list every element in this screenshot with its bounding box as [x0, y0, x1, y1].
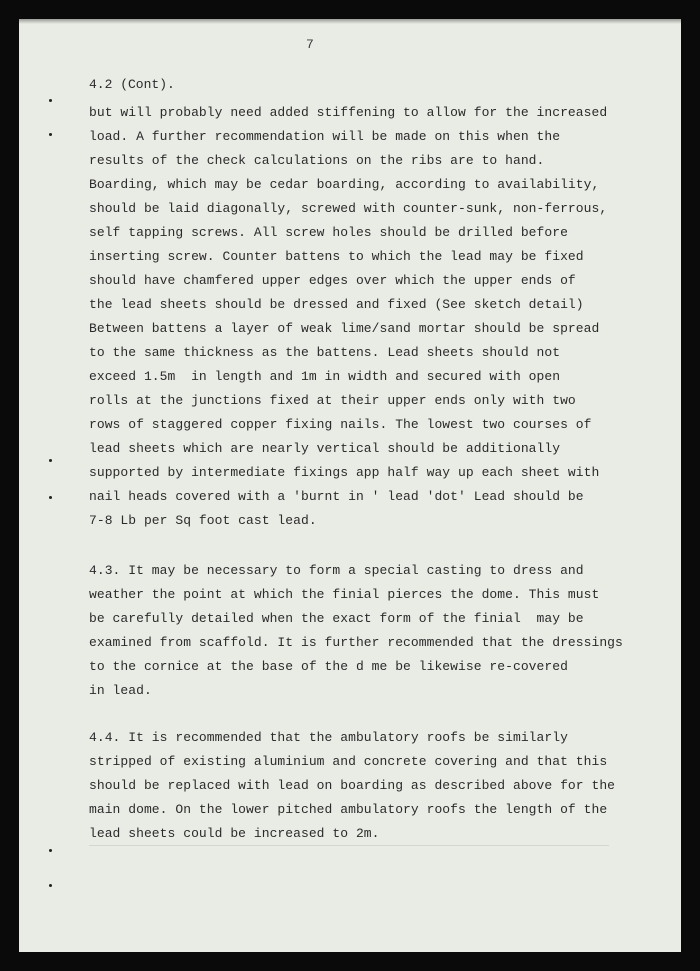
text-line: stripped of existing aluminium and concrete covering and that this	[89, 754, 608, 769]
faint-rule	[89, 845, 609, 846]
paragraph-4-3	[89, 559, 623, 703]
text-line: rolls at the junctions fixed at their upper ends only with two	[89, 393, 576, 408]
text-line: 4.3. It may be necessary to form a special casting to dress and	[89, 563, 584, 578]
document-page	[19, 19, 681, 952]
text-line: main dome. On the lower pitched ambulatory roofs the length of the	[89, 802, 608, 817]
text-line: nail heads covered with a 'burnt in ' lead 'dot' Lead should be	[89, 489, 584, 504]
scan-edge-shadow	[19, 19, 681, 24]
paragraph-4-2	[89, 101, 607, 533]
text-line: load. A further recommendation will be made on this when the	[89, 129, 561, 144]
page-number: 7	[306, 37, 314, 52]
margin-mark	[49, 884, 52, 887]
text-line: 7-8 Lb per Sq foot cast lead.	[89, 513, 317, 528]
text-line: lead sheets could be increased to 2m.	[89, 826, 380, 841]
text-line: Between battens a layer of weak lime/sand mortar should be spread	[89, 321, 600, 336]
text-line: lead sheets which are nearly vertical should be additionally	[89, 441, 561, 456]
text-line: in lead.	[89, 683, 152, 698]
margin-mark	[49, 849, 52, 852]
text-line: to the same thickness as the battens. Lead sheets should not	[89, 345, 561, 360]
text-line: results of the check calculations on the ribs are to hand.	[89, 153, 545, 168]
text-line: rows of staggered copper fixing nails. The lowest two courses of	[89, 417, 592, 432]
text-line: should be laid diagonally, screwed with counter-sunk, non-ferrous,	[89, 201, 608, 216]
text-line: examined from scaffold. It is further recommended that the dressings	[89, 635, 623, 650]
text-line: exceed 1.5m in length and 1m in width and secured with open	[89, 369, 561, 384]
margin-mark	[49, 496, 52, 499]
text-line: be carefully detailed when the exact form of the finial may be	[89, 611, 584, 626]
text-line: inserting screw. Counter battens to which the lead may be fixed	[89, 249, 584, 264]
text-line: 4.4. It is recommended that the ambulatory roofs be similarly	[89, 730, 568, 745]
margin-mark	[49, 99, 52, 102]
text-line: should have chamfered upper edges over which the upper ends of	[89, 273, 576, 288]
text-line: the lead sheets should be dressed and fixed (See sketch detail)	[89, 297, 584, 312]
text-line: but will probably need added stiffening to allow for the increased	[89, 105, 608, 120]
text-line: self tapping screws. All screw holes should be drilled before	[89, 225, 568, 240]
text-line: Boarding, which may be cedar boarding, according to availability,	[89, 177, 600, 192]
text-line: weather the point at which the finial pierces the dome. This must	[89, 587, 600, 602]
text-line: supported by intermediate fixings app half way up each sheet with	[89, 465, 600, 480]
margin-mark	[49, 133, 52, 136]
section-heading: 4.2 (Cont).	[89, 77, 175, 92]
paragraph-4-4	[89, 726, 615, 846]
text-line: to the cornice at the base of the d me be likewise re-covered	[89, 659, 568, 674]
margin-mark	[49, 459, 52, 462]
text-line: should be replaced with lead on boarding as described above for the	[89, 778, 616, 793]
